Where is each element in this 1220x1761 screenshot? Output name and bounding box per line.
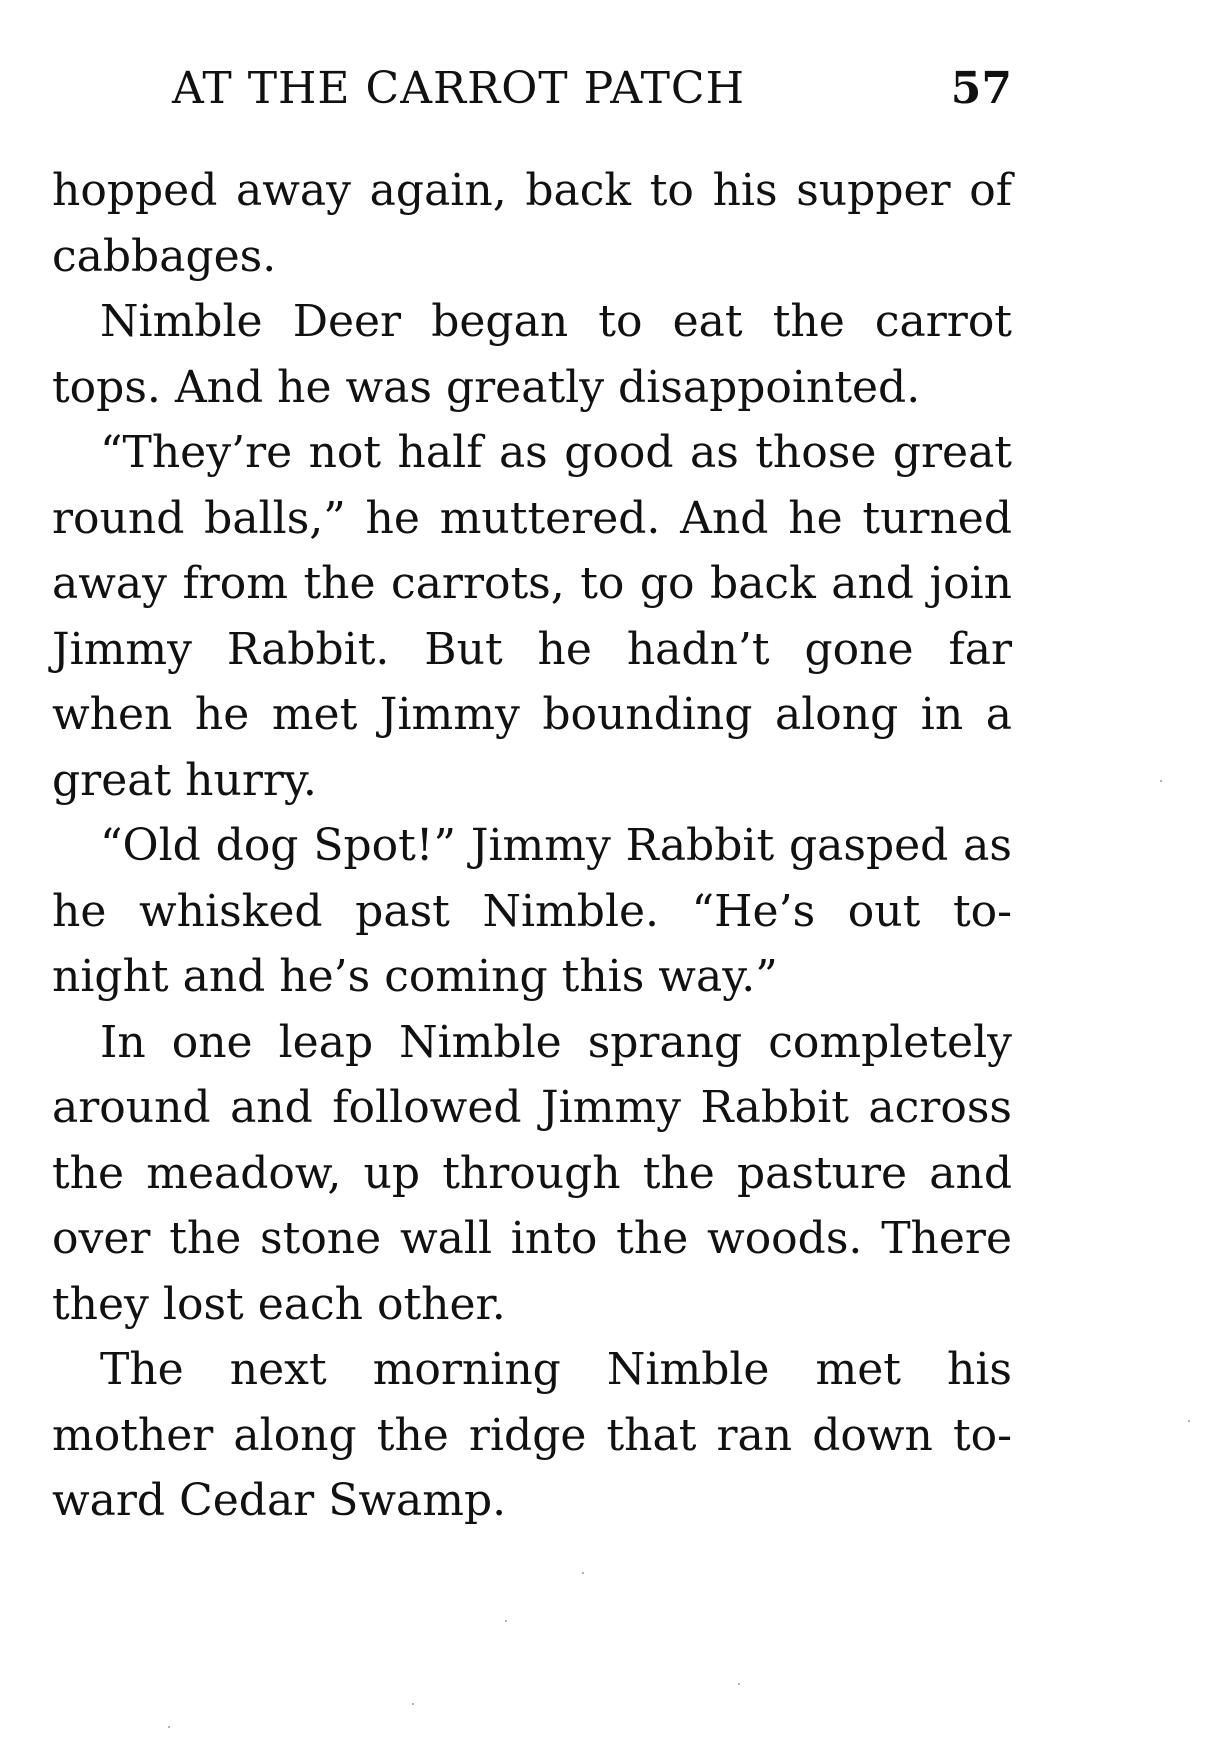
paper-speck xyxy=(1188,1420,1190,1422)
paper-speck xyxy=(505,1620,507,1622)
paragraph: Nimble Deer began to eat the carrot tops. And he was greatly disappointed. xyxy=(52,296,1012,413)
paper-speck xyxy=(1160,780,1162,782)
paragraph: The next morning Nimble met his mother along the ridge that ran down toward Cedar Swamp. xyxy=(52,1344,1012,1526)
paper-speck xyxy=(738,1683,740,1685)
paragraph: “They’re not half as good as those great round balls,” he muttered. And he turned away from the carrots, to go back and join Jimmy Rabbit. But he hadn’t gone far when he met Jimmy bounding along in a great hurry. xyxy=(52,427,1012,806)
paragraph: hopped away again, back to his supper of cabbages. xyxy=(52,165,1012,282)
book-page xyxy=(52,0,1012,1761)
paragraph: In one leap Nimble sprang completely around and followed Jimmy Rabbit across the meadow, up through the pasture and over the stone wall into the woods. There they lost each other. xyxy=(52,1016,1012,1330)
paper-speck xyxy=(168,1726,170,1728)
paper-speck xyxy=(412,1703,414,1705)
running-title: AT THE CARROT PATCH xyxy=(172,63,745,114)
page-number: 57 xyxy=(950,63,1012,114)
paper-speck xyxy=(582,1572,584,1574)
body-text xyxy=(52,158,1012,1534)
running-head xyxy=(52,62,1012,116)
paragraph: “Old dog Spot!” Jimmy Rabbit gasped as he whisked past Nimble. “He’s out to-night and he’s coming this way.” xyxy=(52,820,1012,1002)
